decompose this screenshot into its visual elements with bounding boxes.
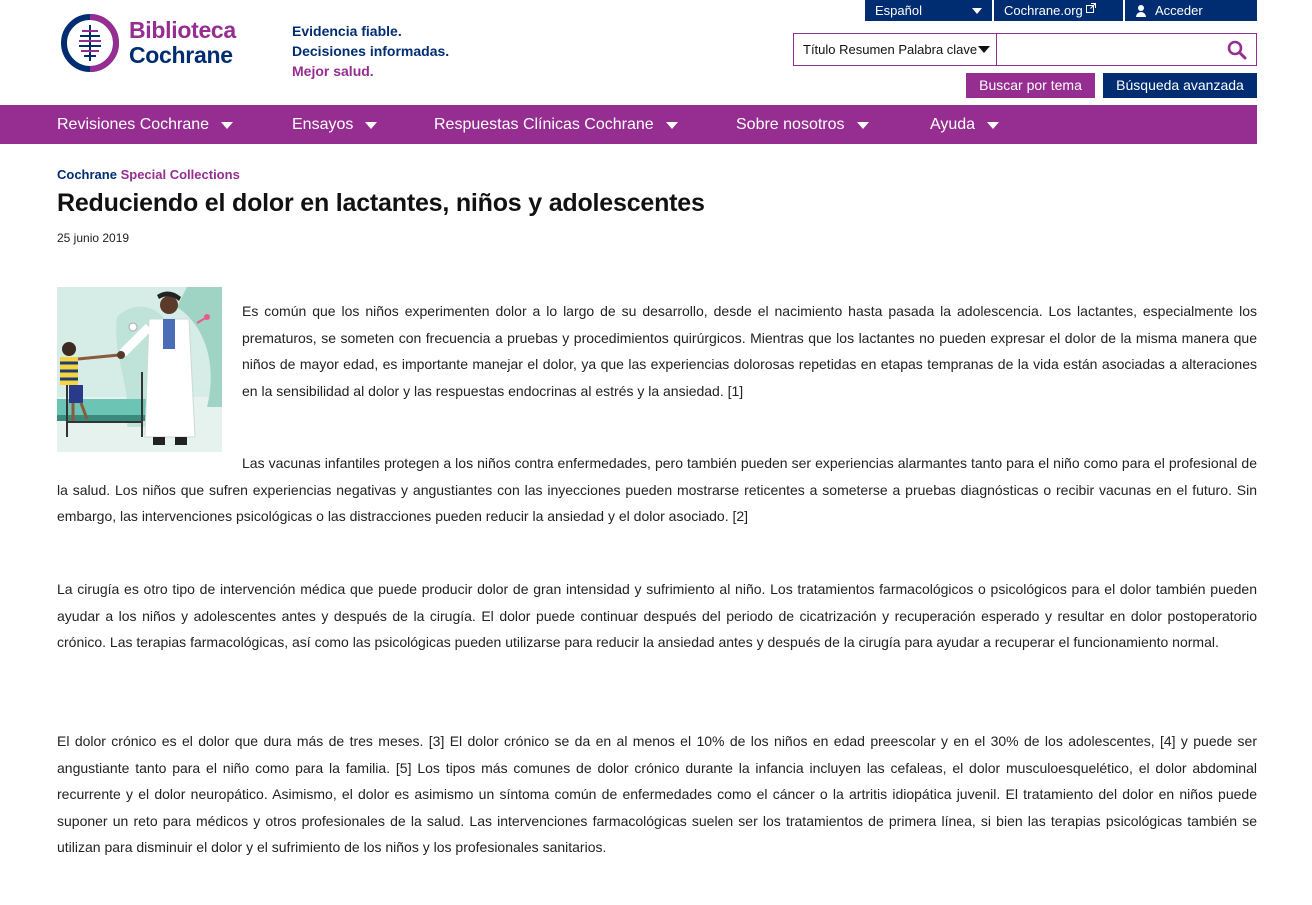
breadcrumb-collection[interactable]: Special Collections <box>120 167 240 182</box>
site-logo[interactable] <box>60 13 236 73</box>
cochrane-org-label: Cochrane.org <box>1004 3 1083 18</box>
nav-item-sobre-nosotros[interactable] <box>736 116 869 134</box>
search-scope-select[interactable] <box>794 34 997 65</box>
tagline <box>292 21 449 81</box>
search-icon <box>1227 40 1247 60</box>
utility-bar <box>865 0 1257 21</box>
page-title: Reduciendo el dolor en lactantes, niños y adolescentes <box>57 189 705 217</box>
tagline-line-3: Mejor salud. <box>292 63 374 79</box>
search-input[interactable] <box>997 34 1218 65</box>
user-icon <box>1135 5 1147 17</box>
nav-item-label: Ensayos <box>292 116 354 133</box>
nav-item-ensayos[interactable] <box>292 116 377 134</box>
article-paragraph: Es común que los niños experimenten dolor a lo largo de su desarrollo, desde el nacimiento hasta pasada la adolescencia. Los lactantes, especialmente los prematuros, se someten con frecuencia a pruebas y procedimientos quirúrgicos. Mientras que los lactantes no pueden expresar el dolor de la misma manera que niños de mayor edad, es importante manejar el dolor, ya que las experiencias dolorosas repetidas en etapas tempranas de la vida están asociadas a alteraciones en la sensibilidad al dolor y las respuestas endocrinas al estrés y la ansiedad. [1] <box>242 303 1257 399</box>
caret-down-icon <box>857 122 869 129</box>
advanced-search-button[interactable]: Búsqueda avanzada <box>1103 73 1257 98</box>
main-nav <box>0 105 1257 144</box>
logo-wordmark <box>129 18 236 68</box>
search-bar <box>793 33 1257 66</box>
nav-item-respuestas[interactable] <box>434 116 678 134</box>
caret-down-icon <box>666 122 678 129</box>
nav-item-label: Sobre nosotros <box>736 116 845 133</box>
login-link[interactable] <box>1125 0 1257 21</box>
logo-line-2: Cochrane <box>129 42 233 68</box>
article-paragraph: La cirugía es otro tipo de intervención médica que puede producir dolor de gran intensidad y sufrimiento al niño. Los tratamientos farmacológicos o psicológicos para el dolor también pueden ayudar a los niños y adolescentes antes y después de la cirugía. El dolor puede continuar después del periodo de cicatrización y recuperación esperado y resultar en dolor postoperatorio crónico. Las terapias farmacológicas, así como las psicológicas pueden utilizarse para reducir la ansiedad antes y después de la cirugía para ayudar a recuperar el funcionamiento normal. <box>57 581 1257 650</box>
article-paragraph: Las vacunas infantiles protegen a los niños contra enfermedades, pero también pueden ser experiencias alarmantes tanto para el niño como para el profesional de la salud. Los niños que sufren experiencias negativas y angustiantes con las inyecciones pueden mostrarse reticentes a someterse a pruebas diagnósticas o recibir vacunas en el futuro. Sin embargo, las intervenciones psicológicas o las distracciones pueden reducir la ansiedad y el dolor asociado. [2] <box>57 455 1257 524</box>
language-selector[interactable] <box>865 0 994 21</box>
caret-down-icon <box>972 8 982 14</box>
nav-item-label: Ayuda <box>930 116 976 133</box>
tagline-line-2: Decisiones informadas. <box>292 43 450 59</box>
breadcrumb <box>57 167 240 182</box>
nav-item-revisiones[interactable] <box>57 116 233 134</box>
cochrane-org-link[interactable] <box>994 0 1125 21</box>
search-scope-label: Título Resumen Palabra clave <box>803 42 978 57</box>
language-label: Español <box>875 3 922 18</box>
nav-item-label: Respuestas Clínicas Cochrane <box>434 116 654 133</box>
external-link-icon <box>1086 0 1096 21</box>
tagline-line-1: Evidencia fiable. <box>292 23 402 39</box>
breadcrumb-prefix: Cochrane <box>57 167 117 182</box>
caret-down-icon <box>987 122 999 129</box>
article-illustration-image <box>57 287 222 452</box>
logo-line-1: Biblioteca <box>129 17 236 43</box>
cochrane-logo-icon <box>60 13 120 73</box>
login-label: Acceder <box>1155 3 1203 18</box>
nav-item-label: Revisiones Cochrane <box>57 116 210 133</box>
caret-down-icon <box>221 122 233 129</box>
publication-date: 25 junio 2019 <box>57 231 130 245</box>
caret-down-icon <box>365 122 377 129</box>
search-button[interactable] <box>1218 34 1256 65</box>
article-paragraph: El dolor crónico es el dolor que dura más de tres meses. [3] El dolor crónico se da en al menos el 10% de los niños en edad preescolar y en el 30% de los adolescentes, [4] y puede ser angustiante tanto para el niño como para la familia. [5] Los tipos más comunes de dolor crónico durante la infancia incluyen las cefaleas, el dolor musculoesquelético, el dolor abdominal recurrente y el dolor neuropático. Asimismo, el dolor es asimismo un síntoma común de enfermedades como el cáncer o la artritis idiopática juvenil. El tratamiento del dolor en niños puede suponer un reto para médicos y otros profesionales de la salud. Las intervenciones farmacológicas suelen ser los tratamientos de primera línea, si bien las terapias psicológicas también se utilizan para disminuir el dolor y el sufrimiento de los niños y los profesionales sanitarios. <box>57 733 1257 855</box>
browse-by-topic-button[interactable]: Buscar por tema <box>966 73 1095 98</box>
nav-item-ayuda[interactable] <box>930 116 999 134</box>
caret-down-icon <box>978 46 990 53</box>
